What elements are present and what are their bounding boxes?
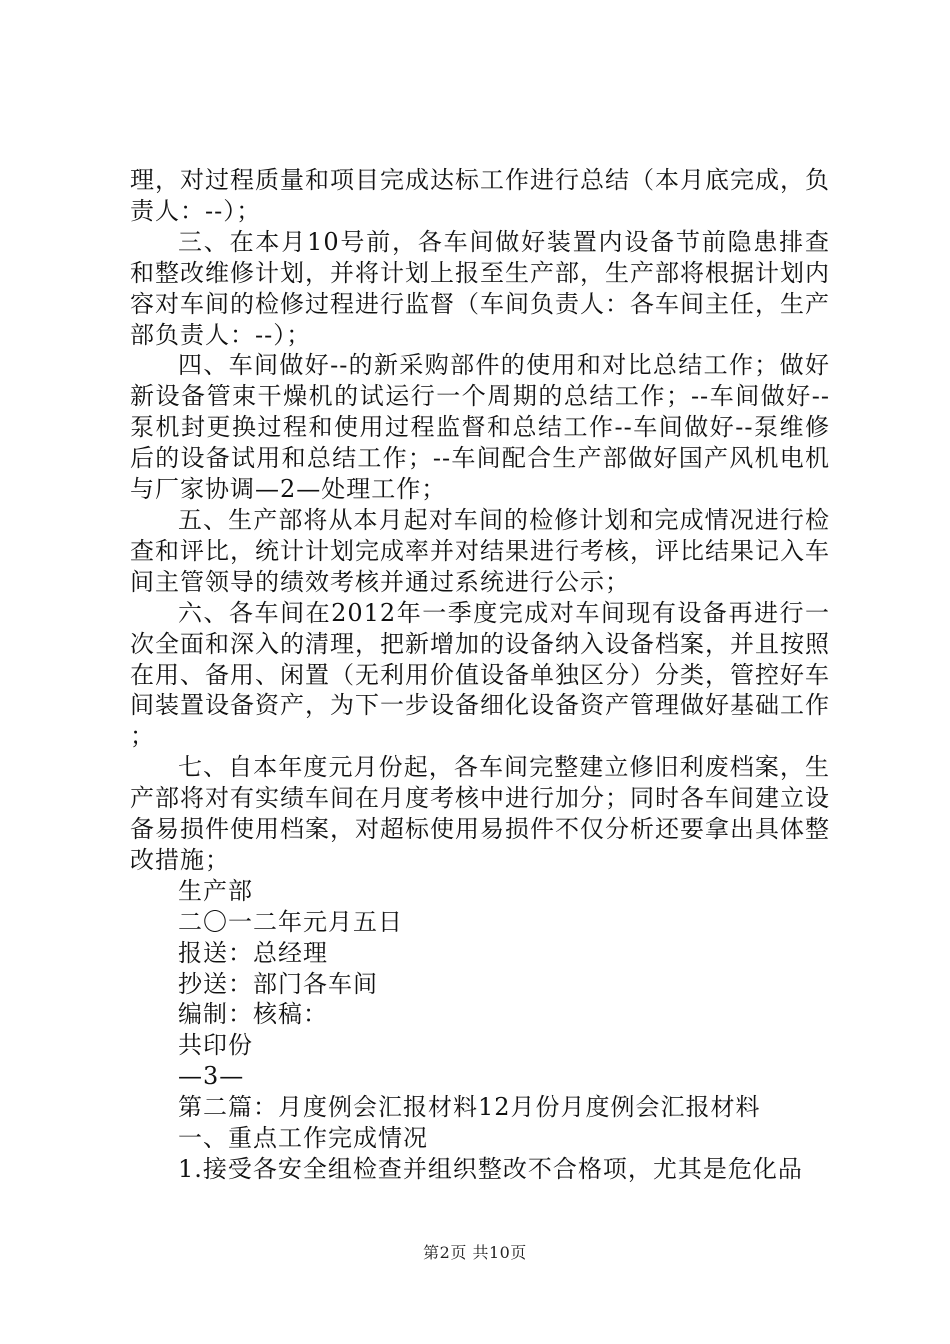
paragraph-item-3: 三、在本月10号前，各车间做好装置内设备节前隐患排查和整改维修计划，并将计划上报至生产部，生产部将根据计划内容对车间的检修过程进行监督（车间负责人：各车间主任，生产部负责人：--）； [130, 227, 830, 349]
issuer-department: 生产部 [178, 876, 253, 905]
copy-to-line: 抄送：部门各车间 [178, 969, 378, 998]
paragraph-item-4: 四、车间做好--的新采购部件的使用和对比总结工作；做好新设备管束干燥机的试运行一个周期的总结工作；--车间做好--泵机封更换过程和使用过程监督和总结工作--车间做好--泵维修后的设备试用和总结工作；--车间配合生产部做好国产风机电机与厂家协调—2—处理工作； [130, 351, 830, 504]
section-title: 第二篇：月度例会汇报材料12月份月度例会汇报材料 [178, 1093, 761, 1122]
section-heading: 一、重点工作完成情况 [178, 1124, 428, 1153]
paragraph-list-item-1: 1.接受各安全组检查并组织整改不合格项，尤其是危化品 [178, 1155, 803, 1183]
inner-page-number: —3— [178, 1062, 245, 1091]
issue-date: 二〇一二年元月五日 [178, 907, 403, 936]
document-body [130, 165, 830, 1185]
print-count-line: 共印份 [178, 1031, 253, 1060]
paragraph-item-7: 七、自本年度元月份起，各车间完整建立修旧利废档案，生产部将对有实绩车间在月度考核中进行加分；同时各车间建立设备易损件使用档案，对超标使用易损件不仅分析还要拿出具体整改措施； [130, 753, 830, 874]
paragraph-continuation: 理，对过程质量和项目完成达标工作进行总结（本月底完成，负责人：--）； [130, 166, 830, 225]
report-to-line: 报送：总经理 [178, 938, 328, 967]
paragraph-item-5: 五、生产部将从本月起对车间的检修计划和完成情况进行检查和评比，统计计划完成率并对结果进行考核，评比结果记入车间主管领导的绩效考核并通过系统进行公示； [130, 505, 830, 596]
page-footer: 第2页 共10页 [423, 1243, 527, 1262]
paragraph-item-6: 六、各车间在2012年一季度完成对车间现有设备再进行一次全面和深入的清理，把新增加的设备纳入设备档案，并且按照在用、备用、闲置（无利用价值设备单独区分）分类，管控好车间装置设备资产，为下一步设备细化设备资产管理做好基础工作； [130, 598, 830, 751]
editor-reviewer-line: 编制：核稿： [178, 1000, 328, 1029]
